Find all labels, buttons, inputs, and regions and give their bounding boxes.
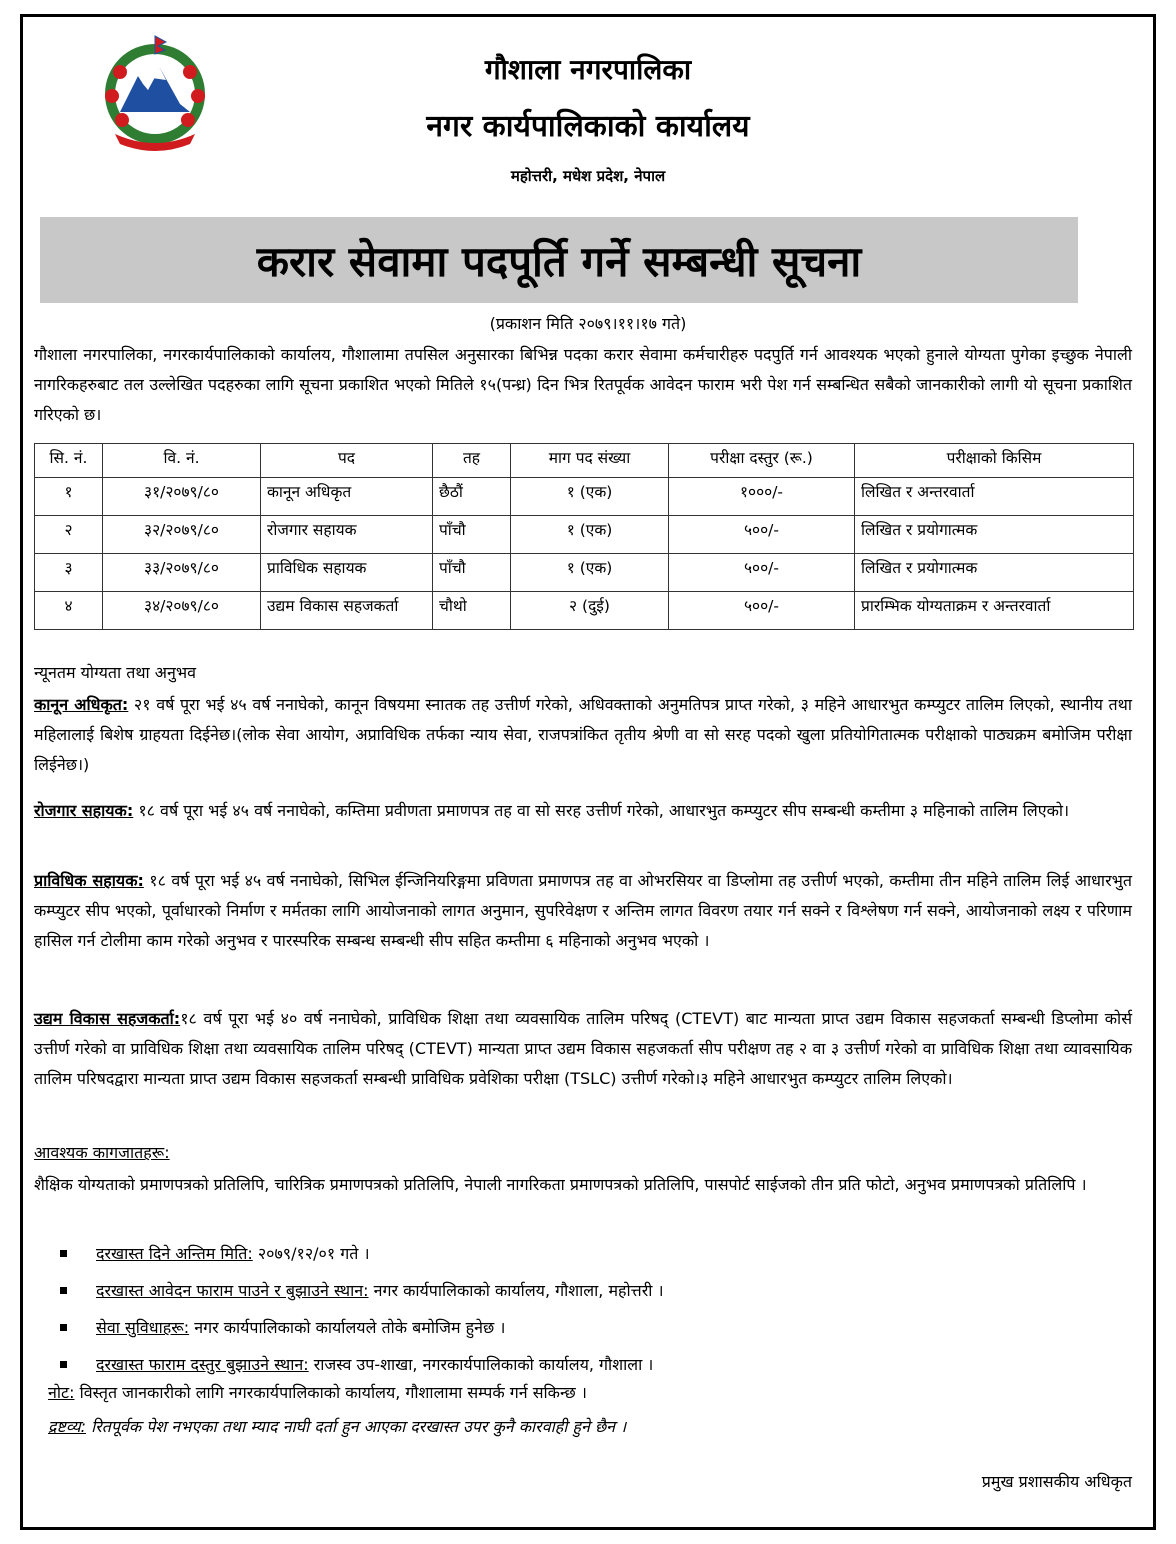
qualification-text: १८ वर्ष पूरा भई ४५ वर्ष ननाघेको, कम्तिमा प्रवीणता प्रमाणपत्र तह वा सो सरह उत्तीर्ण गरेको, आधारभुत कम्प्युटर सीप सम्बन्धी कम्तीमा ३ महिनाको तालिम लिएको। <box>133 801 1070 820</box>
table-cell: प्रारम्भिक योग्यताक्रम र अन्तरवार्ता <box>855 592 1134 630</box>
qualification-enterprise-facilitator <box>34 1004 1132 1094</box>
municipality-name: गौशाला नगरपालिका <box>484 53 692 86</box>
note-line <box>48 1378 1146 1408</box>
table-cell: ५००/- <box>669 554 855 592</box>
table-cell: पाँचौ <box>433 516 511 554</box>
table-cell: ३३/२०७९/८० <box>103 554 261 592</box>
qualification-text: १८ वर्ष पूरा भई ४५ वर्ष ननाघेको, सिभिल ईन्जिनियरिङ्गमा प्रविणता प्रमाणपत्र तह वा ओभरसियर वा डिप्लोमा तह उत्तीर्ण भएको, कम्तीमा तीन महिने तालिम लिई आधारभुत कम्प्युटर सीप भएको, पूर्वाधारको निर्माण र मर्मतका लागि आयोजनाको लागत अनुमान, सुपरिवेक्षण र अन्तिम लागत विवरण तयार गर्न सक्ने र विश्लेषण गर्न सक्ने, आयोजनाको लक्ष्य र परिणाम हासिल गर्न टोलीमा काम गरेको अनुभव र पारस्परिक सम्बन्ध सम्बन्धी सीप सहित कम्तीमा ६ महिनाको अनुभव भएको । <box>34 871 1132 950</box>
table-row <box>35 478 1134 516</box>
application-info-list <box>60 1235 1120 1383</box>
qualification-label: कानून अधिकृत: <box>34 695 129 714</box>
table-row <box>35 554 1134 592</box>
col-header: तह <box>433 444 511 478</box>
signature-title: प्रमुख प्रशासकीय अधिकृत <box>981 1472 1132 1491</box>
remark-label: द्रष्टव्य: <box>48 1417 86 1436</box>
intro-paragraph: गौशाला नगरपालिका, नगरकार्यपालिकाको कार्यालय, गौशालामा तपसिल अनुसारका बिभिन्न पदका करार सेवामा कर्मचारीहरु पदपुर्ति गर्न आवश्यक भएको हुनाले योग्यता पुगेका इच्छुक नेपाली नागरिकहरुबाट तल उल्लेखित पदहरुका लागि सूचना प्रकाशित भएको मितिले १५(पन्ध्र) दिन भित्र रितपूर्वक आवेदन फाराम भरी पेश गर्न सम्बन्धित सबैको जानकारीको लागी यो सूचना प्रकाशित गरिएको छ। <box>34 345 1132 424</box>
table-cell: पाँचौ <box>433 554 511 592</box>
table-cell: १ <box>35 478 103 516</box>
qualification-text: २१ वर्ष पूरा भई ४५ वर्ष ननाघेको, कानून विषयमा स्नातक तह उत्तीर्ण गरेको, अधिवक्ताको अनुमतिपत्र प्राप्त गरेको, ३ महिने आधारभुत कम्प्युटर तालिम लिएको, स्थानीय तथा महिलालाई बिशेष ग्राहयता दिईनेछ।(लोक सेवा आयोग, अप्राविधिक तर्फका न्याय सेवा, राजपत्रांकित तृतीय श्रेणी वा सो सरह पदको खुला प्रतियोगितात्मक परीक्षाको पाठ्यक्रम बमोजिम परीक्षा लिईनेछ।) <box>34 695 1132 774</box>
bullet-icon <box>60 1250 67 1257</box>
table-cell: छैठौं <box>433 478 511 516</box>
item-text: नगर कार्यपालिकाको कार्यालयले तोके बमोजिम हुनेछ । <box>189 1318 506 1337</box>
remark-line <box>48 1412 1146 1442</box>
vacancy-table <box>34 443 1134 630</box>
item-text: २०७९/१२/०१ गते । <box>252 1244 370 1263</box>
table-cell: चौथो <box>433 592 511 630</box>
qualification-text: १८ वर्ष पूरा भई ४० वर्ष ननाघेको, प्राविधिक शिक्षा तथा व्यवसायिक तालिम परिषद् (CTEVT) बाट मान्यता प्राप्त उद्यम विकास सहजकर्ता सम्बन्धी डिप्लोमा कोर्स उत्तीर्ण गरेको वा प्राविधिक शिक्षा तथा व्यवसायिक तालिम परिषद् (CTEVT) मान्यता प्राप्त उद्यम विकास सहजकर्ता सीप परीक्षण तह २ वा ३ उत्तीर्ण गरेको वा प्राविधिक शिक्षा तथा व्यावसायिक तालिम परिषदद्वारा मान्यता प्राप्त उद्यम विकास सहजकर्ता सम्बन्धी प्राविधिक प्रवेशिका परीक्षा (TSLC) उत्तीर्ण गरेको।३ महिने आधारभुत कम्प्युटर तालिम लिएको। <box>34 1009 1133 1088</box>
item-label: सेवा सुविधाहरू: <box>96 1318 190 1337</box>
qualification-label: प्राविधिक सहायक: <box>34 871 144 890</box>
table-cell: कानून अधिकृत <box>261 478 433 516</box>
table-cell: रोजगार सहायक <box>261 516 433 554</box>
qualification-label: उद्यम विकास सहजकर्ता: <box>34 1009 181 1028</box>
col-header: वि. नं. <box>103 444 261 478</box>
table-cell: २ (दुई) <box>511 592 669 630</box>
col-header: पद <box>261 444 433 478</box>
publication-date: (प्रकाशन मिति २०७९।११।१७ गते) <box>489 314 687 333</box>
list-item <box>60 1272 1120 1309</box>
notice-title: करार सेवामा पदपूर्ति गर्ने सम्बन्धी सूचना <box>256 236 862 286</box>
col-header: परीक्षाको किसिम <box>855 444 1134 478</box>
bullet-icon <box>60 1324 67 1331</box>
table-cell: १ (एक) <box>511 478 669 516</box>
col-header: परीक्षा दस्तुर (रू.) <box>669 444 855 478</box>
table-row <box>35 516 1134 554</box>
table-cell: लिखित र प्रयोगात्मक <box>855 554 1134 592</box>
office-address: महोत्तरी, मधेश प्रदेश, नेपाल <box>510 167 666 185</box>
table-cell: ३१/२०७९/८० <box>103 478 261 516</box>
documents-text: शैक्षिक योग्यताको प्रमाणपत्रको प्रतिलिपि, चारित्रिक प्रमाणपत्रको प्रतिलिपि, नेपाली नागरिकता प्रमाणपत्रको प्रतिलिपि, पासपोर्ट साईजको तीन प्रति फोटो, अनुभव प्रमाणपत्रको प्रतिलिपि । <box>34 1175 1087 1194</box>
qualification-law-officer <box>34 690 1132 780</box>
bullet-icon <box>60 1287 67 1294</box>
notice-title-band <box>40 217 1078 303</box>
bullet-icon <box>60 1361 67 1368</box>
table-cell: ३२/२०७९/८० <box>103 516 261 554</box>
table-cell: प्राविधिक सहायक <box>261 554 433 592</box>
office-name: नगर कार्यपालिकाको कार्यालय <box>426 109 750 144</box>
qualification-employment-assistant <box>34 796 1132 826</box>
table-cell: २ <box>35 516 103 554</box>
table-cell: १ (एक) <box>511 554 669 592</box>
list-item <box>60 1309 1120 1346</box>
item-text: नगर कार्यपालिकाको कार्यालय, गौशाला, महोत्तरी । <box>368 1281 664 1300</box>
documents-heading: आवश्यक कागजातहरू: <box>34 1143 170 1162</box>
list-item <box>60 1235 1120 1272</box>
item-label: दरखास्त आवेदन फाराम पाउने र बुझाउने स्थान: <box>96 1281 369 1300</box>
table-cell: ३ <box>35 554 103 592</box>
table-header-row <box>35 444 1134 478</box>
col-header: माग पद संख्या <box>511 444 669 478</box>
qualification-technical-assistant <box>34 866 1132 956</box>
table-cell: ४ <box>35 592 103 630</box>
table-cell: उद्यम विकास सहजकर्ता <box>261 592 433 630</box>
note-text: विस्तृत जानकारीको लागि नगरकार्यपालिकाको कार्यालय, गौशालामा सम्पर्क गर्न सकिन्छ । <box>74 1383 587 1402</box>
item-text: राजस्व उप-शाखा, नगरकार्यपालिकाको कार्यालय, गौशाला । <box>308 1355 654 1374</box>
col-header: सि. नं. <box>35 444 103 478</box>
qualification-label: रोजगार सहायक: <box>34 801 134 820</box>
table-cell: लिखित र अन्तरवार्ता <box>855 478 1134 516</box>
table-cell: ५००/- <box>669 592 855 630</box>
table-cell: लिखित र प्रयोगात्मक <box>855 516 1134 554</box>
table-cell: १०००/- <box>669 478 855 516</box>
table-row <box>35 592 1134 630</box>
table-cell: १ (एक) <box>511 516 669 554</box>
table-cell: ३४/२०७९/८० <box>103 592 261 630</box>
remark-text: रितपूर्वक पेश नभएका तथा म्याद नाघी दर्ता हुन आएका दरखास्त उपर कुनै कारवाही हुने छैन । <box>85 1417 627 1436</box>
item-label: दरखास्त दिने अन्तिम मिति: <box>96 1244 253 1263</box>
table-cell: ५००/- <box>669 516 855 554</box>
note-label: नोट: <box>48 1383 75 1402</box>
item-label: दरखास्त फाराम दस्तुर बुझाउने स्थान: <box>96 1355 309 1374</box>
qualification-heading: न्यूनतम योग्यता तथा अनुभव <box>34 663 197 682</box>
